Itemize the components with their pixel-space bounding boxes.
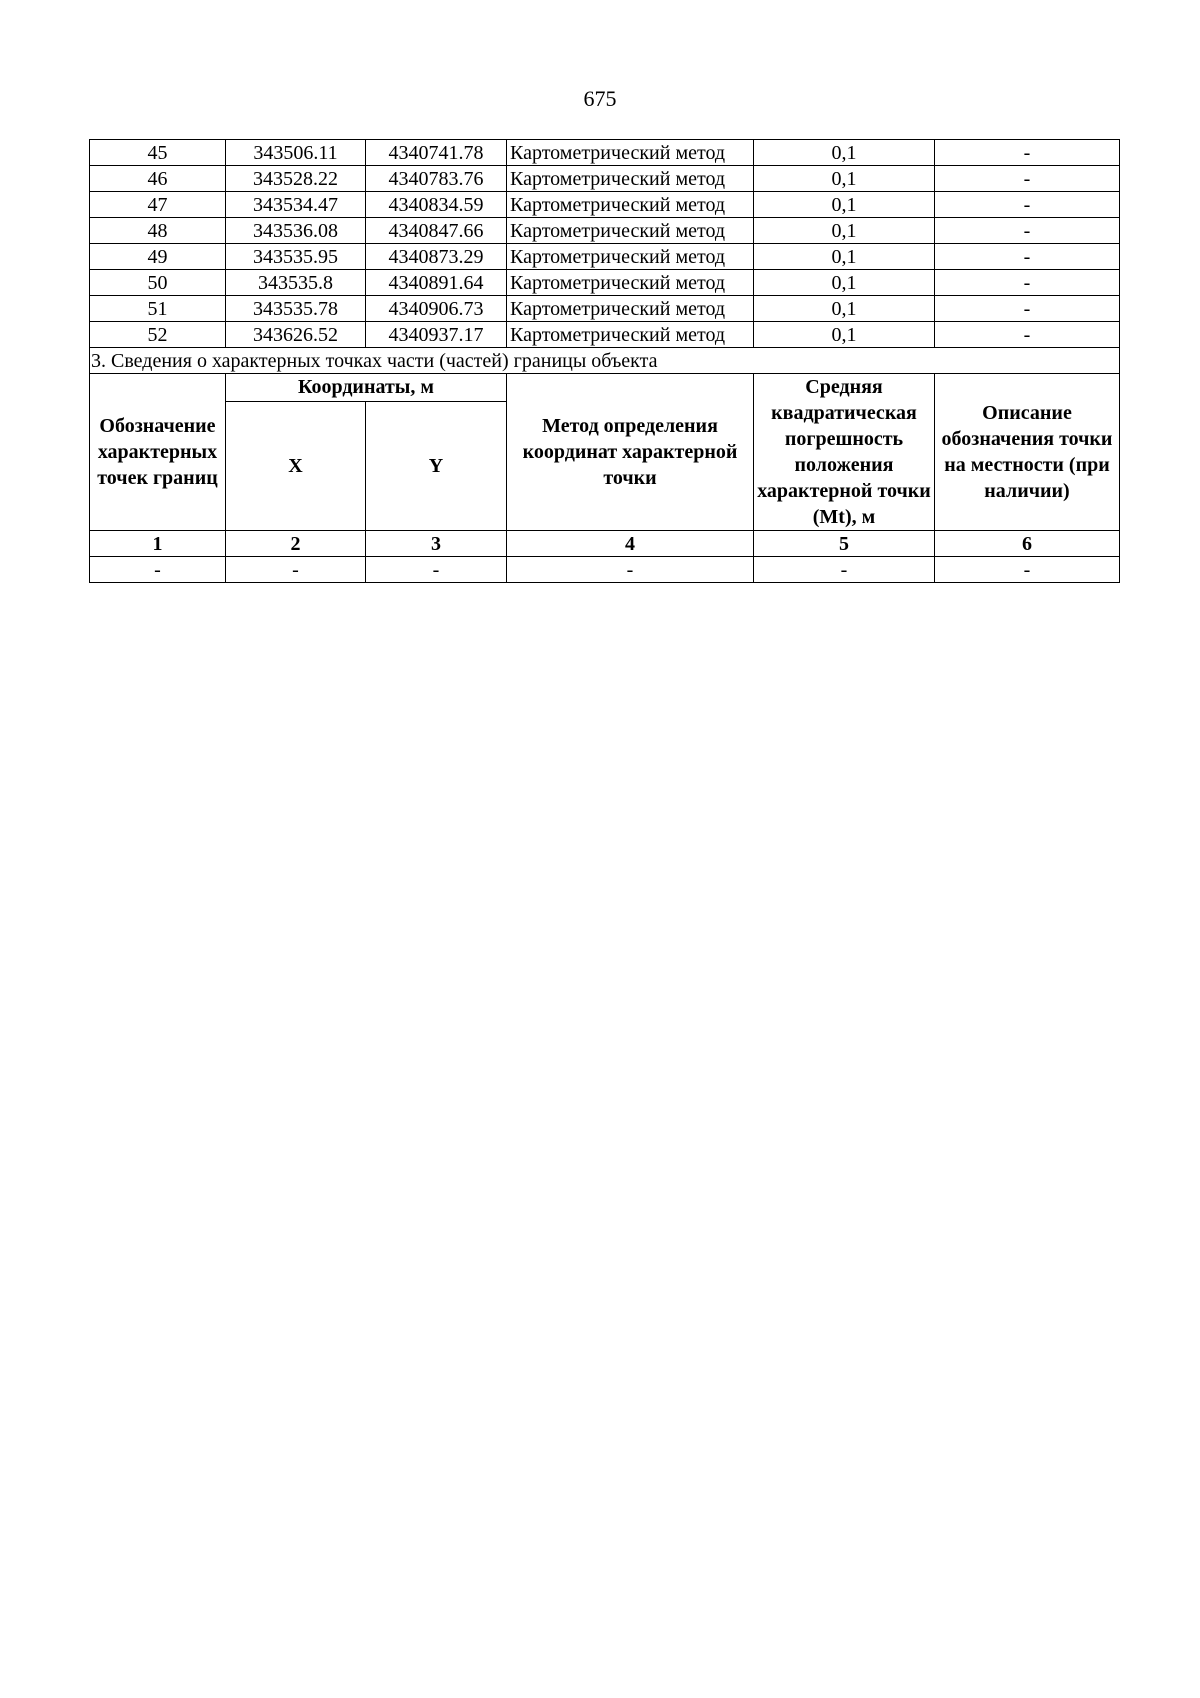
point-number-cell: 47 bbox=[90, 192, 226, 218]
mean-error-cell: 0,1 bbox=[754, 270, 935, 296]
point-number-cell: 52 bbox=[90, 322, 226, 348]
table-row bbox=[90, 140, 1120, 166]
mean-error-cell: 0,1 bbox=[754, 218, 935, 244]
header-point-description: Описание обозначения точки на местности (при наличии) bbox=[935, 374, 1120, 531]
section-title: 3. Сведения о характерных точках части (частей) границы объекта bbox=[90, 348, 1120, 374]
table-row bbox=[90, 192, 1120, 218]
header-mean-error: Средняя квадратическая погрешность положения характерной точки (Mt), м bbox=[754, 374, 935, 531]
mean-error-cell: 0,1 bbox=[754, 296, 935, 322]
mean-error-cell: 0,1 bbox=[754, 192, 935, 218]
method-cell: Картометрический метод bbox=[507, 192, 754, 218]
empty-cell: - bbox=[935, 557, 1120, 583]
column-number: 3 bbox=[366, 531, 507, 557]
column-number: 6 bbox=[935, 531, 1120, 557]
x-coordinate-cell: 343626.52 bbox=[226, 322, 366, 348]
table-row bbox=[90, 218, 1120, 244]
point-description-cell: - bbox=[935, 218, 1120, 244]
header-y: Y bbox=[366, 401, 507, 530]
method-cell: Картометрический метод bbox=[507, 218, 754, 244]
point-number-cell: 45 bbox=[90, 140, 226, 166]
empty-cell: - bbox=[226, 557, 366, 583]
method-cell: Картометрический метод bbox=[507, 166, 754, 192]
method-cell: Картометрический метод bbox=[507, 244, 754, 270]
point-description-cell: - bbox=[935, 270, 1120, 296]
y-coordinate-cell: 4340741.78 bbox=[366, 140, 507, 166]
point-number-cell: 46 bbox=[90, 166, 226, 192]
method-cell: Картометрический метод bbox=[507, 322, 754, 348]
boundary-points-table bbox=[89, 139, 1120, 583]
point-description-cell: - bbox=[935, 244, 1120, 270]
x-coordinate-cell: 343536.08 bbox=[226, 218, 366, 244]
mean-error-cell: 0,1 bbox=[754, 244, 935, 270]
column-number: 4 bbox=[507, 531, 754, 557]
coordinates-rows bbox=[90, 140, 1120, 348]
point-description-cell: - bbox=[935, 322, 1120, 348]
y-coordinate-cell: 4340937.17 bbox=[366, 322, 507, 348]
table-row bbox=[90, 296, 1120, 322]
header-point-designation: Обозначение характерных точек границ bbox=[90, 374, 226, 531]
point-number-cell: 49 bbox=[90, 244, 226, 270]
point-description-cell: - bbox=[935, 166, 1120, 192]
x-coordinate-cell: 343535.8 bbox=[226, 270, 366, 296]
x-coordinate-cell: 343506.11 bbox=[226, 140, 366, 166]
method-cell: Картометрический метод bbox=[507, 140, 754, 166]
column-number: 1 bbox=[90, 531, 226, 557]
mean-error-cell: 0,1 bbox=[754, 166, 935, 192]
y-coordinate-cell: 4340834.59 bbox=[366, 192, 507, 218]
table-row bbox=[90, 166, 1120, 192]
page-number: 675 bbox=[583, 86, 617, 111]
y-coordinate-cell: 4340906.73 bbox=[366, 296, 507, 322]
point-number-cell: 50 bbox=[90, 270, 226, 296]
y-coordinate-cell: 4340783.76 bbox=[366, 166, 507, 192]
empty-data-row bbox=[90, 557, 1120, 583]
mean-error-cell: 0,1 bbox=[754, 322, 935, 348]
table-row bbox=[90, 244, 1120, 270]
point-number-cell: 48 bbox=[90, 218, 226, 244]
header-x: X bbox=[226, 401, 366, 530]
empty-cell: - bbox=[90, 557, 226, 583]
column-numbers-row bbox=[90, 531, 1120, 557]
empty-cell: - bbox=[507, 557, 754, 583]
y-coordinate-cell: 4340873.29 bbox=[366, 244, 507, 270]
column-number: 5 bbox=[754, 531, 935, 557]
empty-cell: - bbox=[754, 557, 935, 583]
mean-error-cell: 0,1 bbox=[754, 140, 935, 166]
x-coordinate-cell: 343528.22 bbox=[226, 166, 366, 192]
point-description-cell: - bbox=[935, 140, 1120, 166]
x-coordinate-cell: 343534.47 bbox=[226, 192, 366, 218]
column-number: 2 bbox=[226, 531, 366, 557]
x-coordinate-cell: 343535.78 bbox=[226, 296, 366, 322]
empty-cell: - bbox=[366, 557, 507, 583]
y-coordinate-cell: 4340847.66 bbox=[366, 218, 507, 244]
method-cell: Картометрический метод bbox=[507, 296, 754, 322]
y-coordinate-cell: 4340891.64 bbox=[366, 270, 507, 296]
point-description-cell: - bbox=[935, 296, 1120, 322]
x-coordinate-cell: 343535.95 bbox=[226, 244, 366, 270]
method-cell: Картометрический метод bbox=[507, 270, 754, 296]
table-row bbox=[90, 322, 1120, 348]
section-title-row bbox=[90, 348, 1120, 374]
header-coordinates: Координаты, м bbox=[226, 374, 507, 402]
table-row bbox=[90, 270, 1120, 296]
point-number-cell: 51 bbox=[90, 296, 226, 322]
point-description-cell: - bbox=[935, 192, 1120, 218]
header-row-1 bbox=[90, 374, 1120, 402]
header-method: Метод определения координат характерной точки bbox=[507, 374, 754, 531]
